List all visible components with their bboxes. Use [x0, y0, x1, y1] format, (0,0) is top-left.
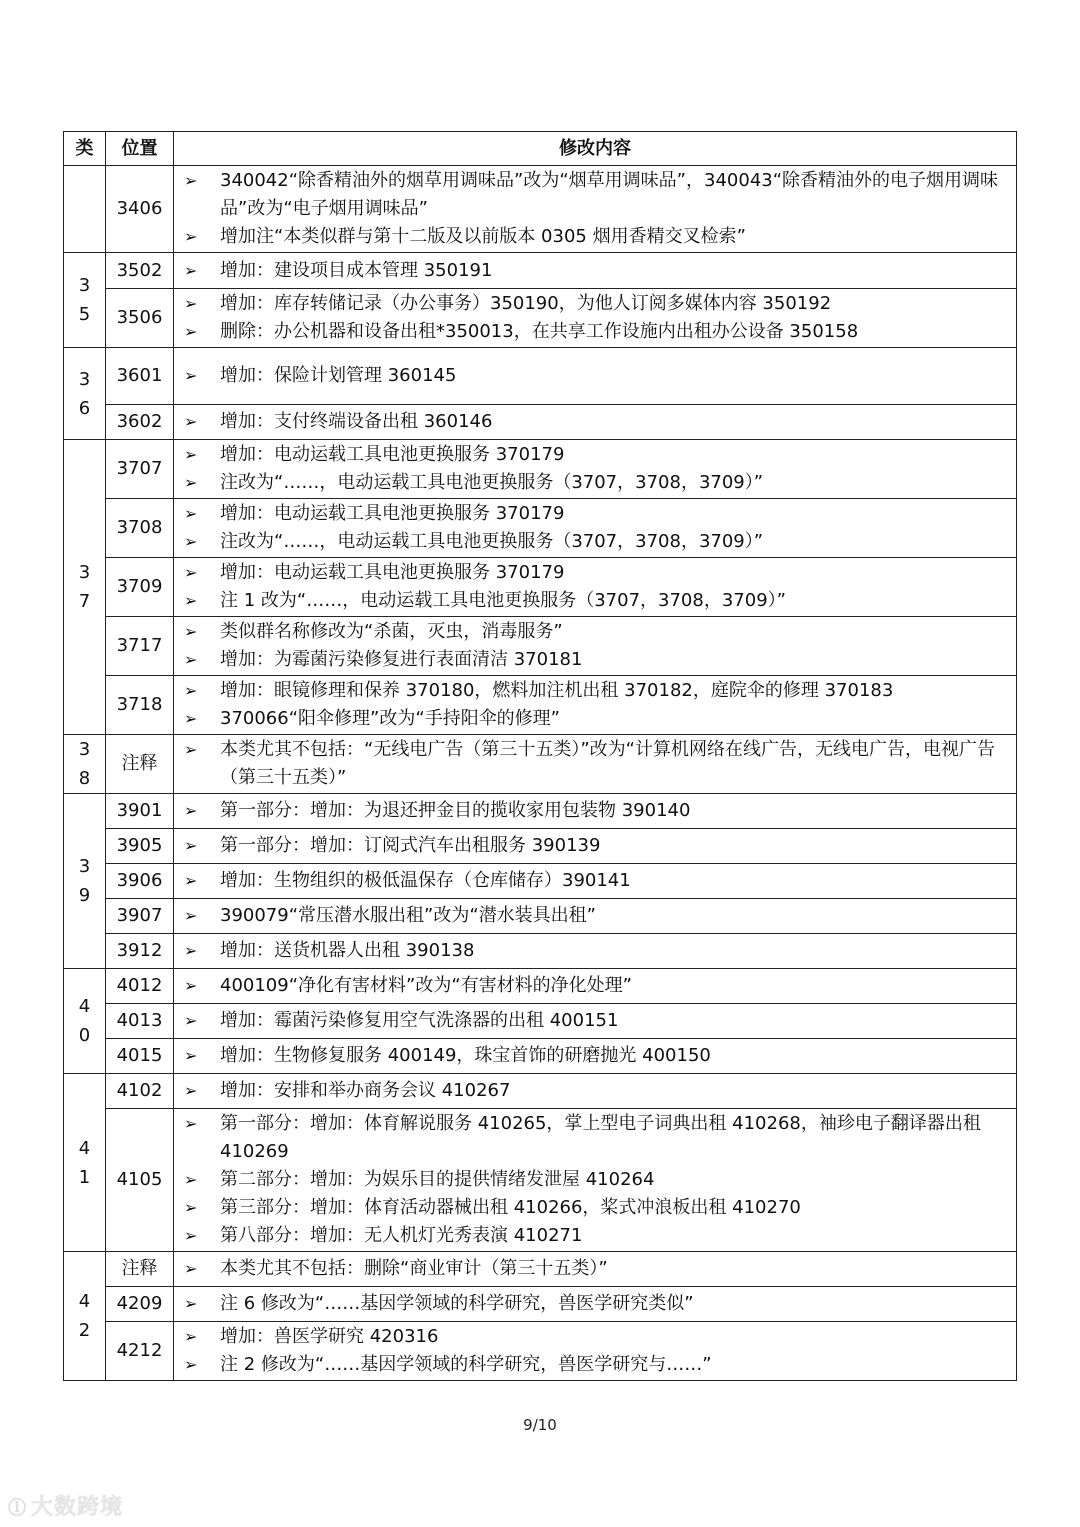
table-row — [64, 405, 1017, 440]
list-item — [184, 736, 1008, 792]
list-item — [184, 441, 1008, 469]
content-cell — [174, 499, 1017, 558]
arrow-bullet-icon: ➢ — [184, 622, 198, 641]
item-text: 370066“阳伞修理”改为“手持阳伞的修理” — [220, 708, 561, 729]
item-text: 第一部分：增加：订阅式汽车出租服务 390139 — [220, 835, 601, 856]
class-digit: 0 — [78, 1025, 91, 1046]
list-item — [184, 1077, 1008, 1105]
arrow-bullet-icon: ➢ — [184, 445, 198, 464]
content-cell — [174, 1074, 1017, 1109]
content-cell — [174, 899, 1017, 934]
table-row — [64, 934, 1017, 969]
item-text: 增加：兽医学研究 420316 — [220, 1326, 439, 1347]
list-item — [184, 1290, 1008, 1318]
item-text: 390079“常压潜水服出租”改为“潜水装具出租” — [220, 905, 597, 926]
arrow-bullet-icon: ➢ — [184, 563, 198, 582]
list-item — [184, 937, 1008, 965]
table-row — [64, 1004, 1017, 1039]
position-cell: 3406 — [106, 166, 174, 253]
position-cell: 3717 — [106, 617, 174, 676]
item-text: 注改为“……，电动运载工具电池更换服务（3707，3708，3709）” — [220, 472, 764, 493]
arrow-bullet-icon: ➢ — [184, 709, 198, 728]
table-row — [64, 558, 1017, 617]
table-row — [64, 289, 1017, 348]
position-cell: 3601 — [106, 348, 174, 405]
item-text: 注 1 改为“……，电动运载工具电池更换服务（3707，3708，3709）” — [220, 590, 786, 611]
content-cell — [174, 735, 1017, 794]
arrow-bullet-icon: ➢ — [184, 294, 198, 313]
item-text: 增加：霉菌污染修复用空气洗涤器的出租 400151 — [220, 1010, 619, 1031]
position-cell: 4209 — [106, 1287, 174, 1322]
class-digit: 3 — [78, 856, 91, 877]
item-text: 注 6 修改为“……基因学领域的科学研究，兽医学研究类似” — [220, 1293, 694, 1314]
item-text: 第一部分：增加：为退还押金目的揽收家用包装物 390140 — [220, 800, 691, 821]
class-digit: 7 — [78, 591, 91, 612]
list-item — [184, 646, 1008, 674]
content-cell — [174, 1109, 1017, 1252]
arrow-bullet-icon: ➢ — [184, 976, 198, 995]
page-number: 9/10 — [523, 1416, 557, 1434]
item-text: 第一部分：增加：体育解说服务 410265，掌上型电子词典出租 410268，袖珍电子翻译器出租 410269 — [220, 1113, 981, 1162]
item-text: 增加：建设项目成本管理 350191 — [220, 259, 493, 281]
arrow-bullet-icon: ➢ — [184, 366, 198, 385]
table-row — [64, 440, 1017, 499]
list-item — [184, 587, 1008, 615]
class-cell — [64, 1074, 106, 1252]
arrow-bullet-icon: ➢ — [184, 836, 198, 855]
table-row — [64, 1322, 1017, 1381]
content-cell — [174, 934, 1017, 969]
class-cell — [64, 735, 106, 794]
table-row — [64, 899, 1017, 934]
list-item — [184, 1194, 1008, 1222]
arrow-bullet-icon: ➢ — [184, 1081, 198, 1100]
arrow-bullet-icon: ➢ — [184, 504, 198, 523]
arrow-bullet-icon: ➢ — [184, 1046, 198, 1065]
position-cell: 注释 — [106, 1252, 174, 1287]
arrow-bullet-icon: ➢ — [184, 473, 198, 492]
class-digit: 4 — [78, 996, 91, 1017]
arrow-bullet-icon: ➢ — [184, 1259, 198, 1278]
position-cell: 4015 — [106, 1039, 174, 1074]
position-cell: 4105 — [106, 1109, 174, 1252]
position-cell: 3707 — [106, 440, 174, 499]
arrow-bullet-icon: ➢ — [184, 260, 198, 280]
amendment-table — [63, 131, 1017, 1381]
class-cell — [64, 166, 106, 253]
item-text: 第三部分：增加：体育活动器械出租 410266，桨式冲浪板出租 410270 — [220, 1197, 801, 1218]
table-row — [64, 166, 1017, 253]
table-row — [64, 794, 1017, 829]
logo-icon: ⓛ — [8, 1498, 27, 1519]
class-digit: 3 — [78, 275, 91, 296]
table-row — [64, 676, 1017, 735]
arrow-bullet-icon: ➢ — [184, 171, 198, 190]
table-row — [64, 735, 1017, 794]
header-position: 位置 — [106, 132, 174, 166]
class-digit: 2 — [78, 1320, 91, 1341]
arrow-bullet-icon: ➢ — [184, 412, 198, 431]
item-text: 增加：安排和举办商务会议 410267 — [220, 1080, 511, 1101]
item-text: 增加：库存转储记录（办公事务）350190，为他人订阅多媒体内容 350192 — [220, 293, 832, 314]
class-digit: 3 — [78, 739, 91, 760]
arrow-bullet-icon: ➢ — [184, 681, 198, 700]
list-item — [184, 618, 1008, 646]
position-cell: 3708 — [106, 499, 174, 558]
list-item — [184, 290, 1008, 318]
class-cell — [64, 794, 106, 969]
item-text: 增加：电动运载工具电池更换服务 370179 — [220, 503, 565, 524]
item-text: 增加：电动运载工具电池更换服务 370179 — [220, 444, 565, 465]
list-item — [184, 1110, 1008, 1166]
table-row — [64, 1074, 1017, 1109]
item-text: 增加：送货机器人出租 390138 — [220, 940, 475, 961]
content-cell — [174, 617, 1017, 676]
class-digit: 6 — [78, 397, 91, 419]
arrow-bullet-icon: ➢ — [184, 1226, 198, 1245]
position-cell: 3901 — [106, 794, 174, 829]
list-item — [184, 362, 1008, 390]
content-cell — [174, 253, 1017, 289]
item-text: 增加：眼镜修理和保养 370180，燃料加注机出租 370182，庭院伞的修理 370183 — [220, 680, 894, 701]
class-cell — [64, 1252, 106, 1381]
list-item — [184, 677, 1008, 705]
arrow-bullet-icon: ➢ — [184, 532, 198, 551]
arrow-bullet-icon: ➢ — [184, 1327, 198, 1346]
list-item — [184, 1323, 1008, 1351]
list-item — [184, 902, 1008, 930]
arrow-bullet-icon: ➢ — [184, 871, 198, 890]
content-cell — [174, 829, 1017, 864]
item-text: 增加：为霉菌污染修复进行表面清洁 370181 — [220, 649, 583, 670]
content-cell — [174, 1322, 1017, 1381]
class-digit: 1 — [78, 1166, 91, 1188]
arrow-bullet-icon: ➢ — [184, 941, 198, 960]
class-digit: 3 — [78, 562, 91, 583]
list-item — [184, 1222, 1008, 1250]
list-item — [184, 1007, 1008, 1035]
item-text: 增加：生物修复服务 400149，珠宝首饰的研磨抛光 400150 — [220, 1045, 711, 1066]
list-item — [184, 1166, 1008, 1194]
arrow-bullet-icon: ➢ — [184, 1170, 198, 1189]
item-text: 增加：生物组织的极低温保存（仓库储存）390141 — [220, 870, 631, 891]
table-body — [64, 166, 1017, 1381]
item-text: 增加：电动运载工具电池更换服务 370179 — [220, 562, 565, 583]
arrow-bullet-icon: ➢ — [184, 591, 198, 610]
position-cell: 3718 — [106, 676, 174, 735]
content-cell — [174, 348, 1017, 405]
list-item — [184, 1351, 1008, 1379]
item-text: 注改为“……，电动运载工具电池更换服务（3707，3708，3709）” — [220, 531, 764, 552]
arrow-bullet-icon: ➢ — [184, 801, 198, 820]
content-cell — [174, 405, 1017, 440]
arrow-bullet-icon: ➢ — [184, 1294, 198, 1313]
arrow-bullet-icon: ➢ — [184, 1198, 198, 1217]
item-text: 第二部分：增加：为娱乐目的提供情绪发泄屋 410264 — [220, 1169, 655, 1190]
content-cell — [174, 676, 1017, 735]
position-cell: 3506 — [106, 289, 174, 348]
list-item — [184, 257, 1008, 285]
class-cell — [64, 969, 106, 1074]
list-item — [184, 559, 1008, 587]
item-text: 340042“除香精油外的烟草用调味品”改为“烟草用调味品”，340043“除香精油外的电子烟用调味品”改为“电子烟用调味品” — [220, 170, 999, 219]
list-item — [184, 972, 1008, 1000]
arrow-bullet-icon: ➢ — [184, 1355, 198, 1374]
header-content: 修改内容 — [174, 132, 1017, 166]
class-digit: 5 — [78, 304, 91, 325]
arrow-bullet-icon: ➢ — [184, 322, 198, 341]
position-cell: 3906 — [106, 864, 174, 899]
watermark-text: 大数跨境 — [31, 1495, 124, 1520]
item-text: 增加：保险计划管理 360145 — [220, 365, 457, 386]
arrow-bullet-icon: ➢ — [184, 1011, 198, 1030]
arrow-bullet-icon: ➢ — [184, 740, 198, 759]
item-text: 本类尤其不包括：“无线电广告（第三十五类）”改为“计算机网络在线广告，无线电广告，电视广告（第三十五类）” — [220, 739, 995, 788]
content-cell — [174, 558, 1017, 617]
item-text: 本类尤其不包括：删除“商业审计（第三十五类）” — [220, 1258, 608, 1279]
content-cell — [174, 289, 1017, 348]
table-row — [64, 1039, 1017, 1074]
list-item — [184, 223, 1008, 251]
list-item — [184, 528, 1008, 556]
table-row — [64, 1252, 1017, 1287]
table-row — [64, 829, 1017, 864]
class-cell — [64, 253, 106, 348]
list-item — [184, 705, 1008, 733]
list-item — [184, 1255, 1008, 1283]
arrow-bullet-icon: ➢ — [184, 650, 198, 669]
position-cell: 3905 — [106, 829, 174, 864]
table-row — [64, 1109, 1017, 1252]
class-digit: 4 — [78, 1137, 91, 1159]
list-item — [184, 469, 1008, 497]
position-cell: 注释 — [106, 735, 174, 794]
content-cell — [174, 166, 1017, 253]
header-class: 类 — [64, 132, 106, 166]
table-header-row — [64, 132, 1017, 166]
content-cell — [174, 1252, 1017, 1287]
content-cell — [174, 1287, 1017, 1322]
content-cell — [174, 864, 1017, 899]
item-text: 删除：办公机器和设备出租*350013，在共享工作设施内出租办公设备 350158 — [220, 321, 859, 342]
position-cell: 4013 — [106, 1004, 174, 1039]
table-row — [64, 348, 1017, 405]
table-row — [64, 253, 1017, 289]
position-cell: 3907 — [106, 899, 174, 934]
arrow-bullet-icon: ➢ — [184, 906, 198, 925]
class-cell — [64, 440, 106, 735]
item-text: 增加：支付终端设备出租 360146 — [220, 411, 493, 432]
item-text: 类似群名称修改为“杀菌，灭虫，消毒服务” — [220, 621, 563, 642]
table-row — [64, 1287, 1017, 1322]
watermark — [8, 1490, 123, 1521]
item-text: 第八部分：增加：无人机灯光秀表演 410271 — [220, 1225, 583, 1246]
item-text: 400109“净化有害材料”改为“有害材料的净化处理” — [220, 975, 633, 996]
position-cell: 3709 — [106, 558, 174, 617]
content-cell — [174, 969, 1017, 1004]
table-row — [64, 617, 1017, 676]
list-item — [184, 500, 1008, 528]
class-digit: 9 — [78, 885, 91, 906]
class-digit: 8 — [78, 768, 91, 789]
position-cell: 4012 — [106, 969, 174, 1004]
list-item — [184, 318, 1008, 346]
class-digit: 3 — [78, 368, 91, 390]
table-row — [64, 969, 1017, 1004]
list-item — [184, 167, 1008, 223]
class-cell — [64, 348, 106, 440]
content-cell — [174, 440, 1017, 499]
amendment-table-container — [63, 131, 1017, 1381]
item-text: 注 2 修改为“……基因学领域的科学研究，兽医学研究与……” — [220, 1354, 712, 1375]
class-digit: 4 — [78, 1291, 91, 1312]
position-cell: 4212 — [106, 1322, 174, 1381]
position-cell: 4102 — [106, 1074, 174, 1109]
list-item — [184, 1042, 1008, 1070]
content-cell — [174, 1004, 1017, 1039]
list-item — [184, 408, 1008, 436]
position-cell: 3912 — [106, 934, 174, 969]
position-cell: 3502 — [106, 253, 174, 289]
table-row — [64, 499, 1017, 558]
list-item — [184, 867, 1008, 895]
content-cell — [174, 1039, 1017, 1074]
table-row — [64, 864, 1017, 899]
item-text: 增加注“本类似群与第十二版及以前版本 0305 烟用香精交叉检索” — [220, 226, 746, 247]
content-cell — [174, 794, 1017, 829]
position-cell: 3602 — [106, 405, 174, 440]
arrow-bullet-icon: ➢ — [184, 227, 198, 246]
arrow-bullet-icon: ➢ — [184, 1114, 198, 1133]
list-item — [184, 832, 1008, 860]
list-item — [184, 797, 1008, 825]
